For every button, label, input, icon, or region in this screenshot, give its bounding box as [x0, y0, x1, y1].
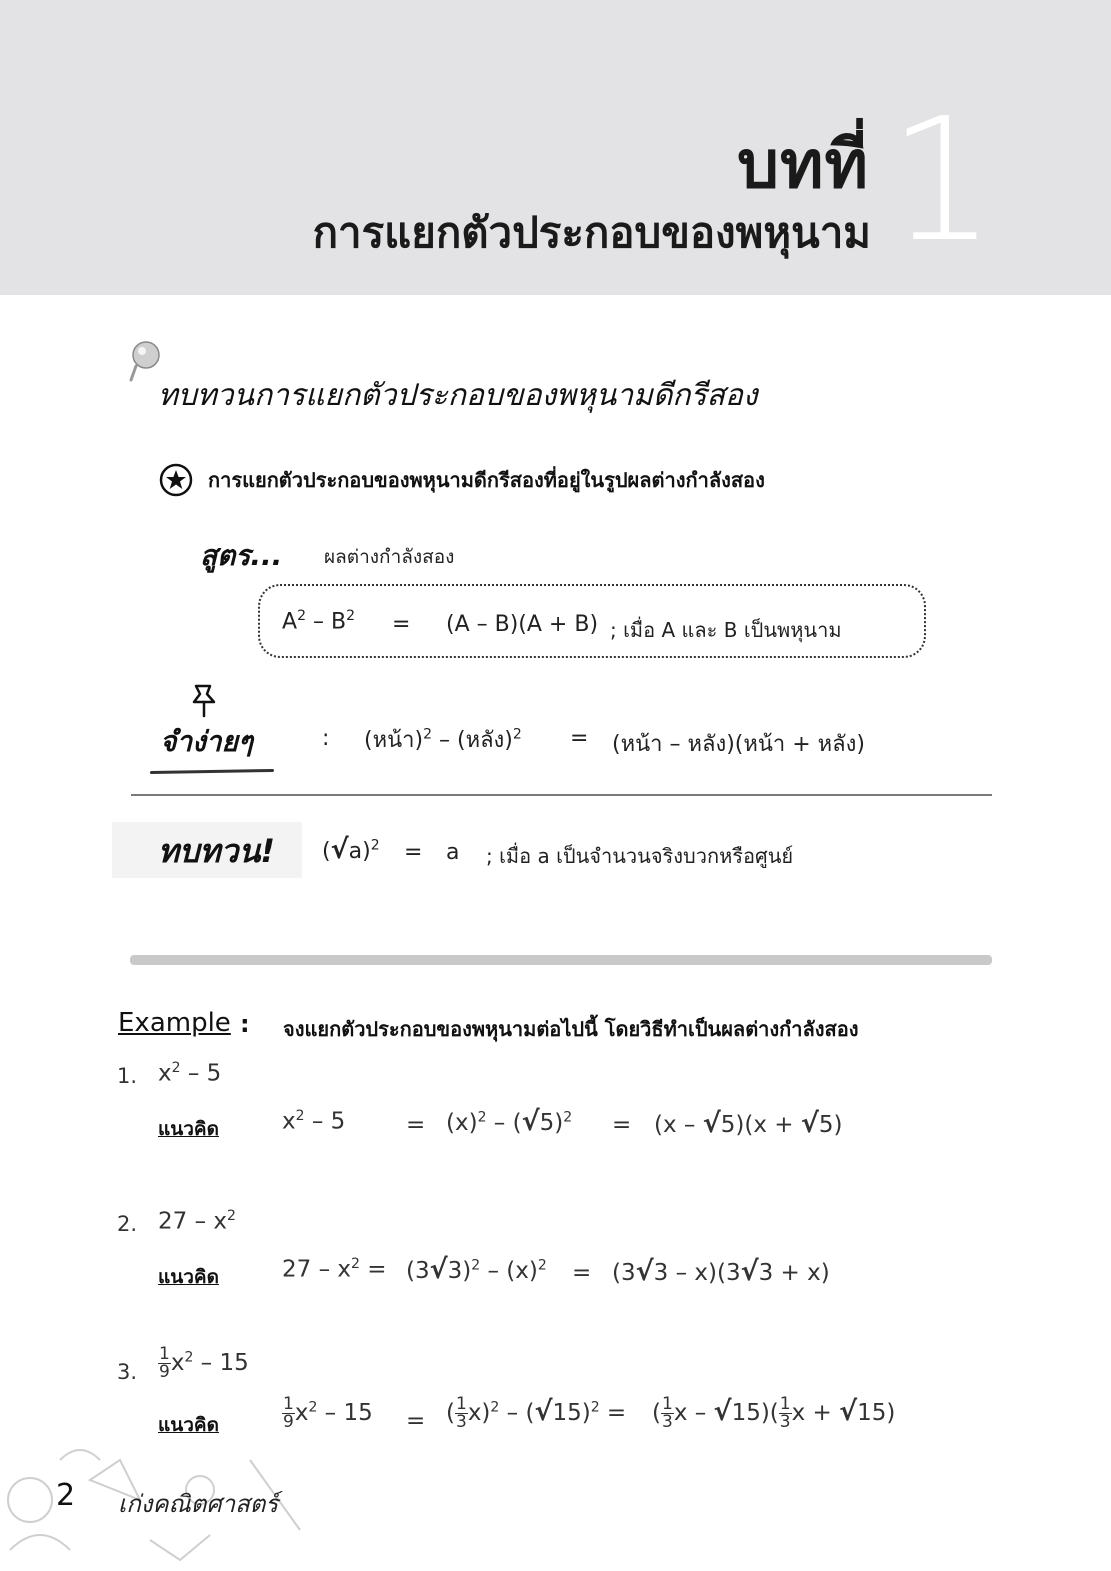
example-2-equals: =	[572, 1260, 592, 1286]
example-2-concept-label: แนวคิด	[158, 1266, 219, 1288]
example-2-step-rhs: (3√3 – x)(3√3 + x)	[612, 1256, 830, 1287]
formula-condition: ; เมื่อ A และ B เป็นพหุนาม	[610, 618, 842, 642]
formula-rhs: (A – B)(A + B)	[446, 612, 599, 637]
example-1-step-mid: $(x)^2 - (√5)^2$	[446, 1106, 573, 1137]
section-title: ทบทวนการแยกตัวประกอบของพหุนามดีกรีสอง	[158, 378, 758, 413]
page-number: 2	[56, 1478, 76, 1513]
formula-equals: =	[392, 612, 411, 637]
example-1-step-lhs: $x^2 - 5$	[282, 1108, 346, 1135]
formula-label: สูตร...	[200, 539, 283, 572]
example-1-problem: $x^2 - 5$	[158, 1060, 222, 1087]
example-colon: :	[240, 1010, 250, 1038]
easy-colon: :	[322, 726, 330, 751]
example-1-step-rhs: (x – √5)(x + √5)	[654, 1108, 843, 1139]
example-2-problem: $27 - x^2$	[158, 1208, 236, 1235]
star-bullet-icon	[158, 462, 194, 498]
review-label: ทบทวน!	[158, 832, 275, 870]
review-condition: ; เมื่อ a เป็นจำนวนจริงบวกหรือศูนย์	[486, 844, 794, 868]
example-instruction: จงแยกตัวประกอบของพหุนามต่อไปนี้ โดยวิธีทำเป็นผลต่างกำลังสอง	[283, 1017, 859, 1041]
book-title: เก่งคณิตศาสตร์	[118, 1490, 279, 1518]
easy-lhs: (หน้า)$^2$ – (หลัง)$^2$	[364, 726, 522, 753]
example-3-concept-label: แนวคิด	[158, 1414, 219, 1436]
example-2-number: 2.	[117, 1212, 138, 1236]
example-1-equals-2: =	[612, 1112, 632, 1138]
easy-underline	[150, 769, 274, 774]
easy-equals: =	[570, 726, 589, 751]
thumbtack-icon	[188, 682, 224, 718]
easy-memory-label: จำง่ายๆ	[160, 725, 253, 758]
example-3-step-mid: ( $\frac{1}{3}$ $x)^2 - (√15)^2$ =	[446, 1394, 627, 1432]
formula-lhs: $A^2 - B^2$	[282, 608, 355, 635]
example-3-step-rhs: ( $\frac{1}{3}$ x – √15)( $\frac{1}{3}$ x + √15)	[652, 1394, 896, 1432]
chapter-title: การแยกตัวประกอบของพหุนาม	[312, 208, 871, 257]
example-2-step-lhs: $27 - x^2$ =	[282, 1256, 387, 1283]
example-label: Example	[118, 1008, 231, 1038]
example-1-equals-1: =	[406, 1112, 426, 1138]
easy-rhs: (หน้า – หลัง)(หน้า + หลัง)	[612, 732, 865, 757]
example-1-concept-label: แนวคิด	[158, 1118, 219, 1140]
brush-divider	[130, 955, 992, 965]
example-3-problem: $\frac{1}{9}$ $x^2 - 15$	[159, 1344, 249, 1382]
bullet-heading: การแยกตัวประกอบของพหุนามดีกรีสองที่อยู่ในรูปผลต่างกำลังสอง	[208, 468, 765, 492]
example-3-step-lhs: $\frac{1}{9}$ $x^2 - 15$	[283, 1394, 373, 1432]
chapter-number: 1	[888, 82, 997, 280]
review-equals: =	[404, 840, 423, 865]
example-3-equals-1: =	[406, 1408, 426, 1434]
formula-description: ผลต่างกำลังสอง	[324, 546, 455, 568]
example-3-number: 3.	[117, 1360, 138, 1384]
example-1-number: 1.	[117, 1064, 138, 1088]
example-2-step-mid: $(3√3)^2 - (x)^2$	[406, 1254, 547, 1285]
chapter-word: บทที่	[737, 126, 869, 203]
review-result: a	[446, 840, 460, 865]
review-lhs: $(√a)^2$	[322, 834, 380, 865]
divider-line	[131, 794, 992, 796]
